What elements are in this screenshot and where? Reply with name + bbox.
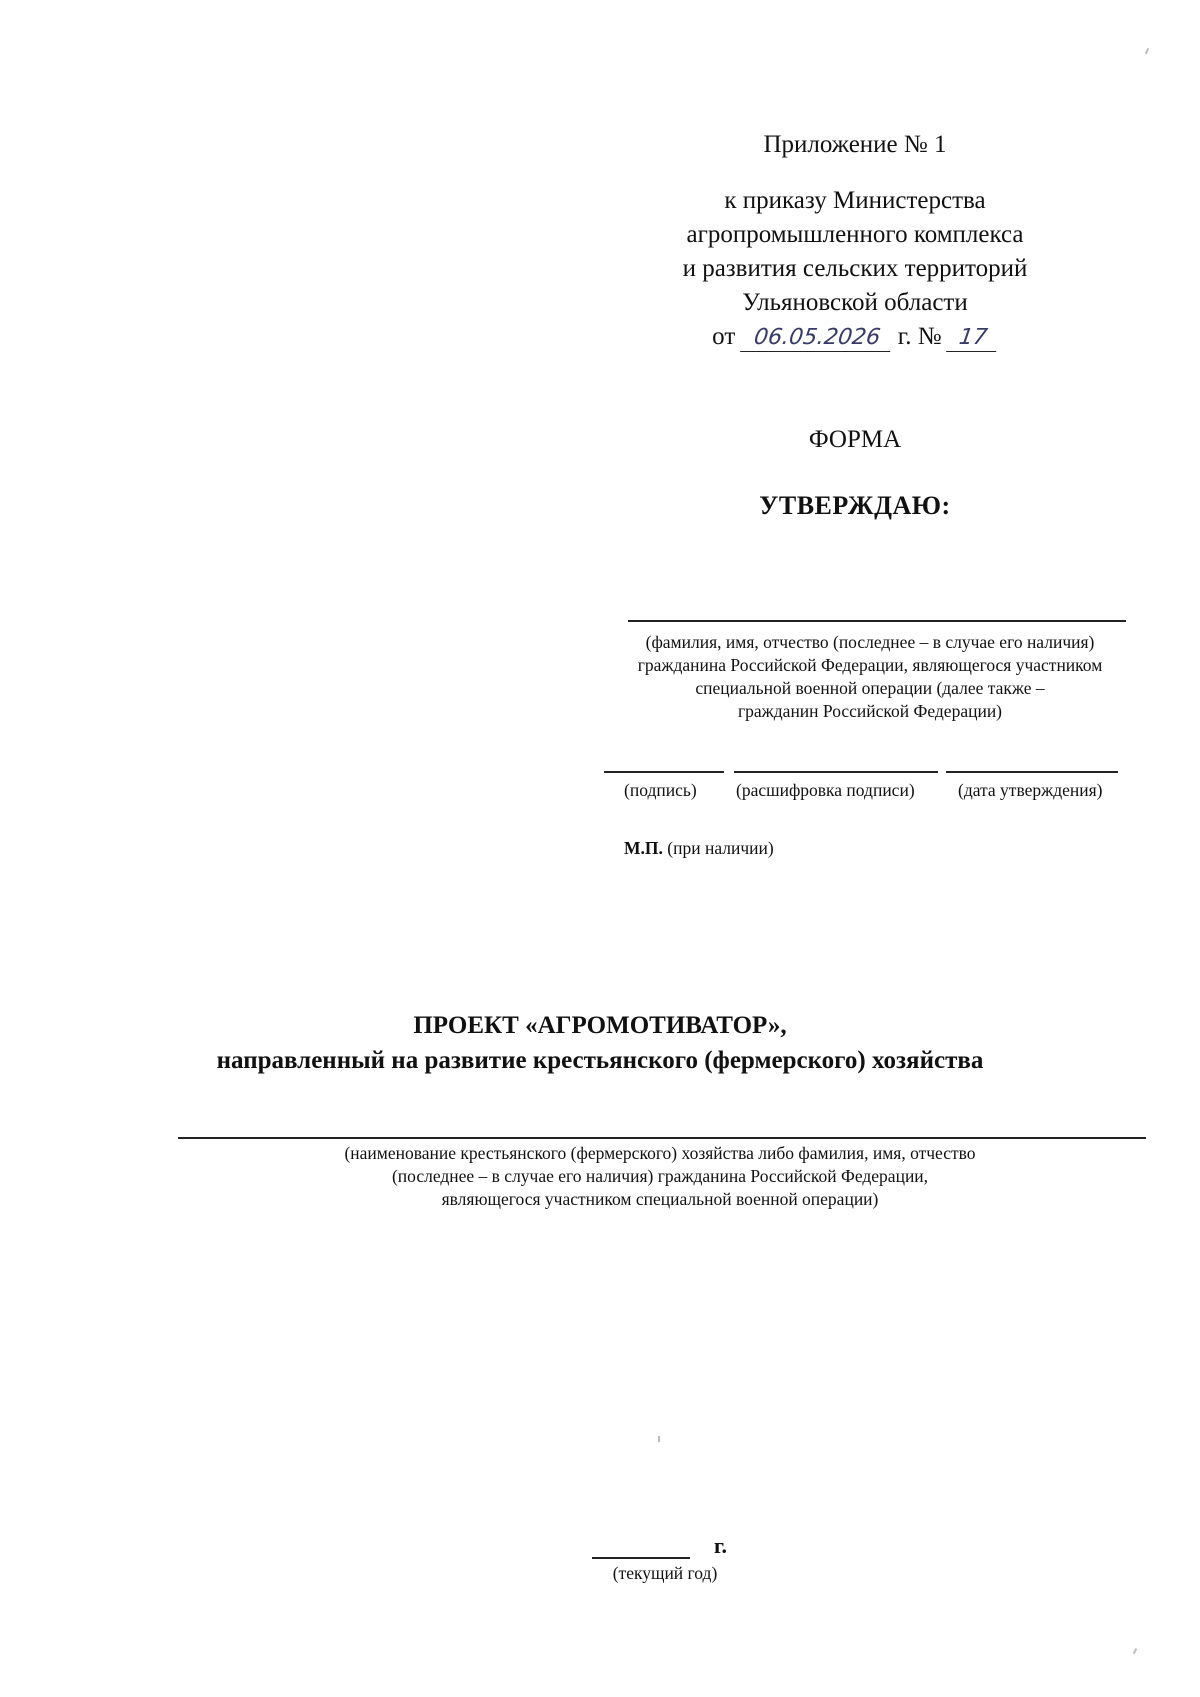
fio-caption-line-2: гражданина Российской Федерации, являющегося участником <box>637 655 1103 675</box>
appendix-line-1: к приказу Министерства <box>724 187 986 214</box>
stamp-note: (при наличии) <box>667 838 774 858</box>
farm-caption-line-3: являющегося участником специальной военной операции) <box>441 1189 879 1209</box>
farm-caption <box>180 1142 1140 1211</box>
appendix-line-4: Ульяновской области <box>742 289 968 316</box>
number-prefix: г. № <box>897 323 942 350</box>
project-title <box>100 1008 1100 1078</box>
approve-label: УТВЕРЖДАЮ: <box>759 491 951 520</box>
project-title-line-2: направленный на развитие крестьянского (фермерского) хозяйства <box>216 1047 984 1074</box>
stamp-mp: М.П. <box>624 838 663 858</box>
decode-label: (расшифровка подписи) <box>736 780 915 800</box>
year-underline <box>592 1557 690 1559</box>
farm-name-underline <box>178 1137 1146 1139</box>
form-label: ФОРМА <box>808 426 902 453</box>
appendix-date-line <box>640 320 1070 354</box>
fio-caption-line-1: (фамилия, имя, отчество (последнее – в случае его наличия) <box>645 632 1095 652</box>
fio-caption <box>590 631 1150 723</box>
appendix-line-2: агропромышленного комплекса <box>686 221 1024 248</box>
signature-underline <box>604 771 724 773</box>
scan-speck <box>1145 48 1149 54</box>
approval-date-label: (дата утверждения) <box>958 780 1103 800</box>
farm-caption-line-1: (наименование крестьянского (фермерского) хозяйства либо фамилия, имя, отчество <box>344 1143 976 1163</box>
handwritten-number: 17 <box>946 325 1000 352</box>
fio-underline <box>628 620 1126 622</box>
signature-label: (подпись) <box>624 780 697 800</box>
fio-caption-line-4: гражданин Российской Федерации) <box>737 701 1003 721</box>
scan-speck <box>658 1436 660 1442</box>
year-suffix: г. <box>714 1533 728 1558</box>
stamp-line <box>624 838 774 859</box>
year-caption: (текущий год) <box>612 1563 718 1583</box>
handwritten-date: 06.05.2026 <box>740 325 894 352</box>
decode-underline <box>734 771 938 773</box>
project-title-line-1: ПРОЕКТ «АГРОМОТИВАТОР», <box>413 1012 787 1039</box>
farm-caption-line-2: (последнее – в случае его наличия) гражданина Российской Федерации, <box>391 1166 929 1186</box>
scan-speck <box>1133 1648 1137 1654</box>
appendix-block <box>640 128 1070 354</box>
appendix-title: Приложение № 1 <box>763 131 947 158</box>
fio-caption-line-3: специальной военной операции (далее также – <box>695 678 1045 698</box>
date-prefix: от <box>712 323 736 350</box>
appendix-line-3: и развития сельских территорий <box>682 255 1028 282</box>
date-underline <box>946 771 1118 773</box>
